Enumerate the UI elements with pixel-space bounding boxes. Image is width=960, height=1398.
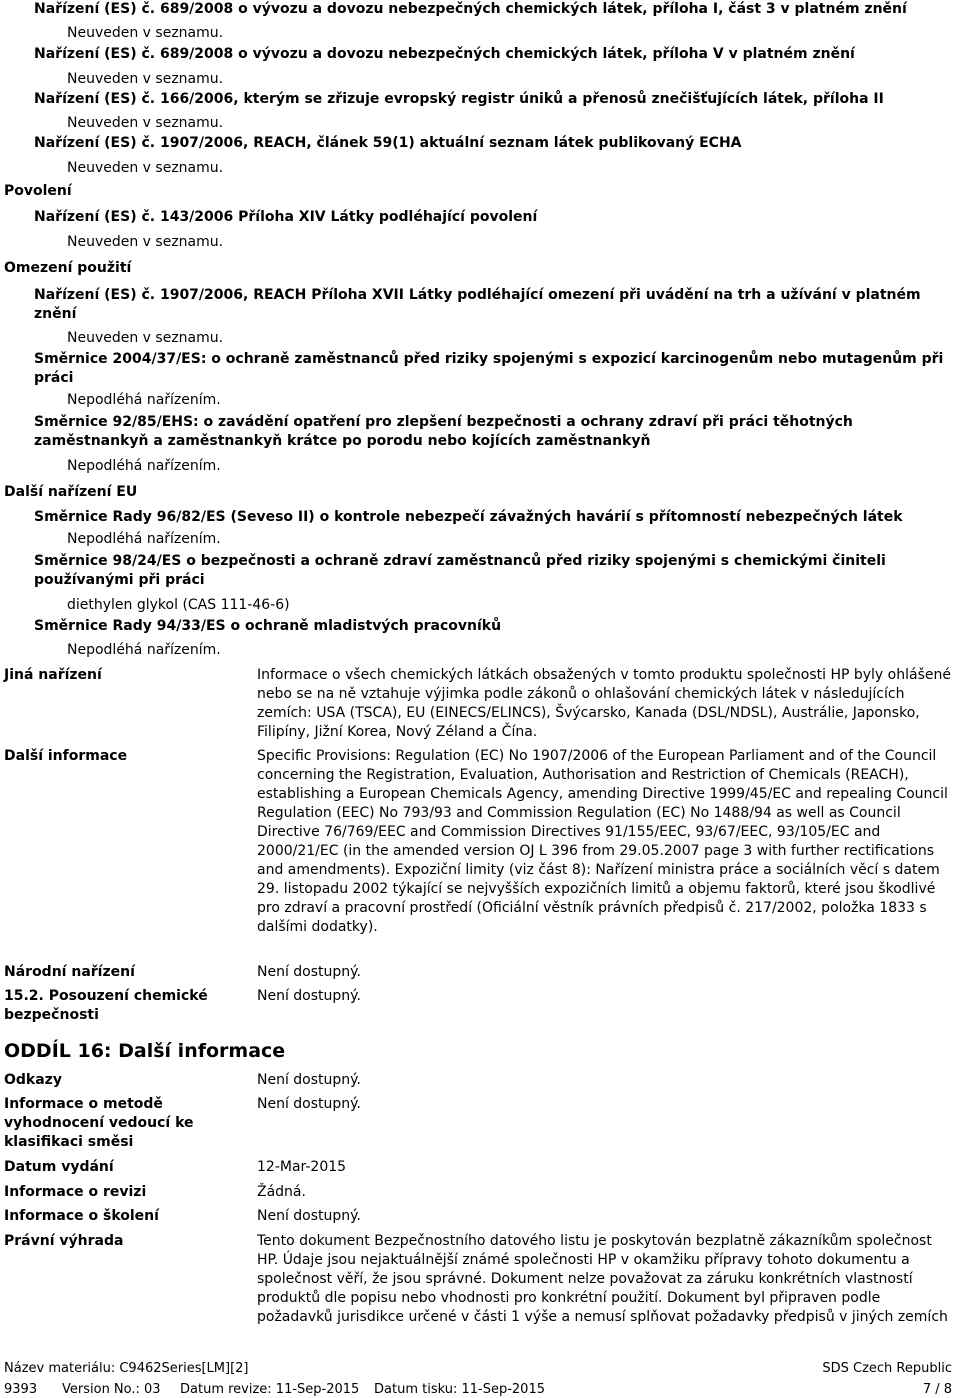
reg-title: Nařízení (ES) č. 1907/2006, REACH, článek 59(1) aktuální seznam látek publikovaný ECHA xyxy=(34,135,742,151)
value-odkazy: Není dostupný. xyxy=(257,1072,361,1088)
footer-page-number: 7 / 8 xyxy=(922,1382,952,1397)
label-narodni-narizeni: Národní nařízení xyxy=(4,964,135,980)
reg-value: Neuveden v seznamu. xyxy=(67,160,224,176)
footer-material-name: Název materiálu: C9462Series[LM][2] xyxy=(4,1361,249,1376)
reg-title: Nařízení (ES) č. 689/2008 o vývozu a dovozu nebezpečných chemických látek, příloha V v platném znění xyxy=(34,46,855,62)
reg-value: Neuveden v seznamu. xyxy=(67,115,224,131)
label-informace-o-skoleni: Informace o školení xyxy=(4,1208,159,1224)
value-informace-o-skoleni: Není dostupný. xyxy=(257,1208,361,1224)
label-jina-narizeni: Jiná nařízení xyxy=(4,667,102,683)
value-dalsi-informace: Specific Provisions: Regulation (EC) No 1907/2006 of the European Parliament and of the Council concerning the Registration, Evaluation, Authorisation and Restriction of Chemicals (REACH), establishing a European Chemicals Agency, amending Directive 1999/45/EC and repealing Council Regulation (EEC) No 793/93 and Commission Regulation (EC) No 1488/94 as well as Council Directive 76/769/EEC and Commission Directives 91/155/EEC, 93/67/EEC, 93/105/EC and 2000/21/EC (in the amended version OJ L 396 from 29.05.2007 page 3 with further rectifications and amendments). Expoziční limity (viz část 8): Nařízení ministra práce a sociálních věcí s datem 29. listopadu 2002 týkající se nejvyšších expozičních limitů a objemu faktorů, které jsou škodlivé pro zdraví a pracovní prostředí (Oficiální věstník právních předpisů č. 217/2002, položka 1833 s dalšími dodatky). xyxy=(257,748,948,935)
label-odkazy: Odkazy xyxy=(4,1072,62,1088)
reg-value: diethylen glykol (CAS 111-46-6) xyxy=(67,597,290,613)
section-label-omezeni: Omezení použití xyxy=(4,260,132,276)
label-pravni-vyhrada: Právní výhrada xyxy=(4,1233,124,1249)
reg-title: Směrnice Rady 96/82/ES (Seveso II) o kontrole nebezpečí závažných havárií s přítomností nebezpečných látek xyxy=(34,509,903,525)
footer-sds-label: SDS Czech Republic xyxy=(822,1361,952,1376)
value-jina-narizeni: Informace o všech chemických látkách obsažených v tomto produktu společnosti HP byly ohlášené nebo se na ně vztahuje výjimka podle zákonů o ohlašování chemických látek v následujících zemích: USA (TSCA), EU (EINECS/ELINCS), Švýcarsko, Kanada (DSL/NDSL), Austrálie, Japonsko, Filipíny, Jižní Korea, Nový Zéland a Čína. xyxy=(257,667,951,740)
value-posouzeni: Není dostupný. xyxy=(257,988,361,1004)
value-datum-vydani: 12-Mar-2015 xyxy=(257,1159,347,1175)
label-posouzeni: 15.2. Posouzení chemické bezpečnosti xyxy=(4,988,208,1023)
reg-title: Nařízení (ES) č. 143/2006 Příloha XIV Látky podléhající povolení xyxy=(34,209,538,225)
reg-title: Nařízení (ES) č. 166/2006, kterým se zřizuje evropský registr úniků a přenosů znečišťujících látek, příloha II xyxy=(34,91,884,107)
reg-title: Nařízení (ES) č. 1907/2006, REACH Příloha XVII Látky podléhající omezení při uvádění na trh a užívání v platném znění xyxy=(34,287,921,322)
reg-value: Neuveden v seznamu. xyxy=(67,25,224,41)
label-informace-o-metode: Informace o metodě vyhodnocení vedoucí ke klasifikaci směsi xyxy=(4,1096,194,1150)
value-narodni-narizeni: Není dostupný. xyxy=(257,964,361,980)
footer-version: Version No.: 03 xyxy=(62,1382,161,1397)
footer-print-date: Datum tisku: 11-Sep-2015 xyxy=(374,1382,545,1397)
footer-doc-id: 9393 xyxy=(4,1382,38,1397)
reg-value: Nepodléhá nařízením. xyxy=(67,458,221,474)
value-informace-o-metode: Není dostupný. xyxy=(257,1096,361,1112)
section-label-dalsi-eu: Další nařízení EU xyxy=(4,484,138,500)
reg-value: Neuveden v seznamu. xyxy=(67,330,224,346)
label-datum-vydani: Datum vydání xyxy=(4,1159,114,1175)
label-dalsi-informace: Další informace xyxy=(4,748,128,764)
reg-title: Směrnice Rady 94/33/ES o ochraně mladistvých pracovníků xyxy=(34,618,502,634)
reg-value: Neuveden v seznamu. xyxy=(67,71,224,87)
value-informace-o-revizi: Žádná. xyxy=(257,1184,306,1200)
reg-value: Nepodléhá nařízením. xyxy=(67,531,221,547)
reg-value: Neuveden v seznamu. xyxy=(67,234,224,250)
reg-title: Směrnice 98/24/ES o bezpečnosti a ochraně zdraví zaměstnanců před riziky spojenými s chemickými činiteli používanými při práci xyxy=(34,553,886,588)
value-pravni-vyhrada: Tento dokument Bezpečnostního datového listu je poskytován bezplatně zákazníkům společnost HP. Údaje jsou nejaktuálnější známé společnosti HP v okamžiku přípravy tohoto dokumentu a společnost věří, že jsou správné. Dokument nelze považovat za záruku konkrétních vlastností produktů dle popisu nebo vhodnosti pro konkrétní použití. Dokument byl připraven podle požadavků jurisdikce určené v části 1 výše a nemusí splňovat požadavky předpisů v jiných zemích xyxy=(257,1233,948,1325)
reg-value: Nepodléhá nařízením. xyxy=(67,392,221,408)
reg-title: Nařízení (ES) č. 689/2008 o vývozu a dovozu nebezpečných chemických látek, příloha I, část 3 v platném znění xyxy=(34,1,907,17)
section-16-heading: ODDÍL 16: Další informace xyxy=(4,1040,286,1062)
section-label-povoleni: Povolení xyxy=(4,183,72,199)
label-informace-o-revizi: Informace o revizi xyxy=(4,1184,147,1200)
reg-value: Nepodléhá nařízením. xyxy=(67,642,221,658)
footer-revision-date: Datum revize: 11-Sep-2015 xyxy=(180,1382,360,1397)
reg-title: Směrnice 2004/37/ES: o ochraně zaměstnanců před riziky spojenými s expozicí karcinogenům nebo mutagenům při práci xyxy=(34,351,944,386)
reg-title: Směrnice 92/85/EHS: o zavádění opatření pro zlepšení bezpečnosti a ochrany zdraví při práci těhotných zaměstnankyň a zaměstnankyň krátce po porodu nebo kojících zaměstnankyň xyxy=(34,414,853,449)
